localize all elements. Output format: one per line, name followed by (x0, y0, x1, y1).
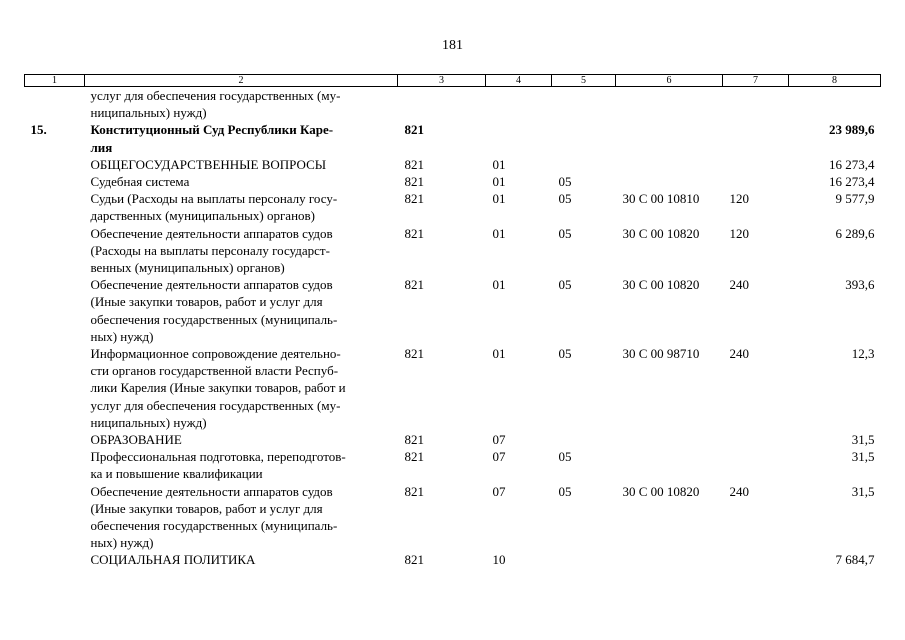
table-row (25, 173, 881, 190)
amount-cell: 31,5 (851, 483, 875, 499)
expense-type-cell: 120 (729, 191, 749, 207)
amount-cell: 31,5 (851, 449, 875, 465)
amount-cell: 31,5 (851, 432, 875, 448)
subsection-code-cell (552, 431, 616, 448)
expense-name-line: (Иные закупки товаров, работ и услуг для (90, 500, 323, 516)
subsection-code-cell: 05 (558, 346, 572, 362)
table-row (25, 448, 881, 482)
table-row (25, 225, 881, 277)
row-number-cell (25, 431, 85, 448)
target-article-cell (616, 551, 723, 568)
section-code-cell: 10 (492, 552, 506, 568)
expense-name-line: обеспечения государственных (муниципаль- (90, 518, 338, 534)
expense-name-cell (85, 551, 398, 568)
expense-name-line: ниципальных) нужд) (90, 414, 207, 430)
row-number-cell (25, 190, 85, 224)
subsection-code-cell (552, 121, 616, 155)
expense-name-cell (85, 345, 398, 431)
table-row (25, 190, 881, 224)
expense-name-cell (85, 225, 398, 277)
target-article-cell (616, 173, 723, 190)
expense-type-cell (723, 173, 789, 190)
expense-name-line: ниципальных) нужд) (90, 105, 207, 121)
expense-name-cell (85, 431, 398, 448)
table-body (25, 87, 881, 569)
ministry-code-cell: 821 (404, 191, 424, 207)
target-article-cell (616, 121, 723, 155)
subsection-code-cell: 05 (558, 277, 572, 293)
expense-name-cell (85, 190, 398, 224)
section-code-cell: 01 (492, 191, 506, 207)
expense-name-cell (85, 121, 398, 155)
row-number-cell (25, 225, 85, 277)
amount-cell: 23 989,6 (829, 122, 875, 138)
table-row (25, 345, 881, 431)
subsection-code-cell: 05 (558, 174, 572, 190)
row-number-cell (25, 156, 85, 173)
target-article-cell (616, 431, 723, 448)
header-cell-8: 8 (789, 75, 881, 87)
ministry-code-cell: 821 (404, 277, 424, 293)
table-row (25, 276, 881, 345)
row-number-cell (25, 276, 85, 345)
subsection-code-cell (552, 87, 616, 122)
expense-name-line: услуг для обеспечения государственных (му- (90, 88, 341, 103)
amount-cell: 16 273,4 (829, 174, 875, 190)
header-cell-5: 5 (552, 75, 616, 87)
target-article-cell (616, 448, 723, 482)
section-code-cell: 07 (492, 449, 506, 465)
expense-type-cell: 240 (729, 483, 749, 499)
row-number-cell (25, 448, 85, 482)
expense-type-cell: 240 (729, 277, 749, 293)
ministry-code-cell: 821 (404, 552, 424, 568)
expense-name-cell (85, 276, 398, 345)
expense-name-line: Обеспечение деятельности аппаратов судов (90, 225, 333, 241)
target-article-cell: 30 С 00 10820 (622, 225, 700, 241)
target-article-cell (616, 87, 723, 122)
header-cell-1: 1 (25, 75, 85, 87)
expense-type-cell (723, 156, 789, 173)
ministry-code-cell (398, 87, 486, 122)
expense-name-cell (85, 448, 398, 482)
expense-name-cell (85, 483, 398, 552)
section-code-cell: 01 (492, 174, 506, 190)
subsection-code-cell (552, 156, 616, 173)
expense-type-cell: 120 (729, 225, 749, 241)
subsection-code-cell: 05 (558, 225, 572, 241)
amount-cell (789, 87, 881, 122)
expense-name-cell (85, 156, 398, 173)
subsection-code-cell (552, 551, 616, 568)
expense-name-line: СОЦИАЛЬНАЯ ПОЛИТИКА (90, 552, 256, 568)
table-row (25, 431, 881, 448)
header-cell-7: 7 (723, 75, 789, 87)
section-code-cell: 01 (492, 346, 506, 362)
header-cell-4: 4 (486, 75, 552, 87)
expense-name-line: Информационное сопровождение деятельно- (90, 346, 341, 362)
section-code-cell: 01 (492, 156, 506, 172)
target-article-cell (616, 156, 723, 173)
page-number: 181 (442, 38, 463, 53)
ministry-code-cell: 821 (404, 156, 424, 172)
expense-name-line: ных) нужд) (90, 535, 154, 551)
expense-name-line: Судьи (Расходы на выплаты персоналу госу- (90, 191, 338, 207)
ministry-code-cell: 821 (404, 346, 424, 362)
amount-cell: 7 684,7 (835, 552, 875, 568)
section-code-cell: 07 (492, 432, 506, 448)
amount-cell: 6 289,6 (835, 225, 875, 241)
expense-name-line: ОБЩЕГОСУДАРСТВЕННЫЕ ВОПРОСЫ (90, 156, 327, 172)
expense-name-line: ка и повышение квалификации (90, 466, 263, 482)
target-article-cell: 30 С 00 98710 (622, 346, 700, 362)
expense-name-cell (85, 87, 398, 122)
table-row (25, 156, 881, 173)
row-number-cell (25, 483, 85, 552)
expense-name-line: услуг для обеспечения государственных (му- (90, 397, 341, 413)
target-article-cell: 30 С 00 10810 (622, 191, 700, 207)
subsection-code-cell: 05 (558, 449, 572, 465)
target-article-cell: 30 С 00 10820 (622, 277, 700, 293)
expense-name-line: дарственных (муниципальных) органов) (90, 208, 316, 224)
expense-name-line: сти органов государственной власти Респуб- (90, 363, 339, 379)
section-code-cell (486, 121, 552, 155)
header-cell-6: 6 (616, 75, 723, 87)
budget-table (24, 74, 881, 569)
expense-name-line: лия (90, 139, 113, 155)
expense-name-line: Судебная система (90, 174, 190, 190)
expense-name-cell (85, 173, 398, 190)
expense-name-line: обеспечения государственных (муниципаль- (90, 311, 338, 327)
row-number-cell (25, 551, 85, 568)
row-number-cell (25, 173, 85, 190)
section-code-cell (486, 87, 552, 122)
expense-type-cell (723, 551, 789, 568)
expense-name-line: Обеспечение деятельности аппаратов судов (90, 277, 333, 293)
expense-name-line: Обеспечение деятельности аппаратов судов (90, 483, 333, 499)
ministry-code-cell: 821 (404, 449, 424, 465)
expense-name-line: (Иные закупки товаров, работ и услуг для (90, 294, 323, 310)
section-code-cell: 01 (492, 277, 506, 293)
expense-type-cell (723, 121, 789, 155)
expense-type-cell (723, 87, 789, 122)
section-code-cell: 07 (492, 483, 506, 499)
amount-cell: 9 577,9 (835, 191, 875, 207)
expense-name-line: (Расходы на выплаты персоналу государст- (90, 242, 330, 258)
expense-name-line: ОБРАЗОВАНИЕ (90, 432, 182, 448)
ministry-code-cell: 821 (404, 122, 424, 138)
target-article-cell: 30 С 00 10820 (622, 483, 700, 499)
ministry-code-cell: 821 (404, 432, 424, 448)
ministry-code-cell: 821 (404, 483, 424, 499)
amount-cell: 16 273,4 (829, 156, 875, 172)
expense-name-line: Профессиональная подготовка, переподготов- (90, 449, 346, 465)
expense-name-line: венных (муниципальных) органов) (90, 260, 285, 276)
table-row (25, 87, 881, 122)
expense-name-line: ных) нужд) (90, 328, 154, 344)
table-row (25, 483, 881, 552)
ministry-code-cell: 821 (404, 174, 424, 190)
expense-type-cell (723, 431, 789, 448)
row-number-cell (25, 87, 85, 122)
amount-cell: 12,3 (851, 346, 875, 362)
row-number-cell: 15. (30, 122, 47, 138)
header-row (25, 75, 881, 87)
section-code-cell: 01 (492, 225, 506, 241)
subsection-code-cell: 05 (558, 483, 572, 499)
expense-type-cell (723, 448, 789, 482)
table-header (25, 75, 881, 87)
header-cell-2: 2 (85, 75, 398, 87)
expense-name-line: лики Карелия (Иные закупки товаров, работ и (90, 380, 346, 396)
header-cell-3: 3 (398, 75, 486, 87)
subsection-code-cell: 05 (558, 191, 572, 207)
expense-name-line: Конституционный Суд Республики Каре- (90, 122, 334, 138)
table-row (25, 551, 881, 568)
amount-cell: 393,6 (845, 277, 875, 293)
table-row (25, 121, 881, 155)
row-number-cell (25, 345, 85, 431)
ministry-code-cell: 821 (404, 225, 424, 241)
expense-type-cell: 240 (729, 346, 749, 362)
